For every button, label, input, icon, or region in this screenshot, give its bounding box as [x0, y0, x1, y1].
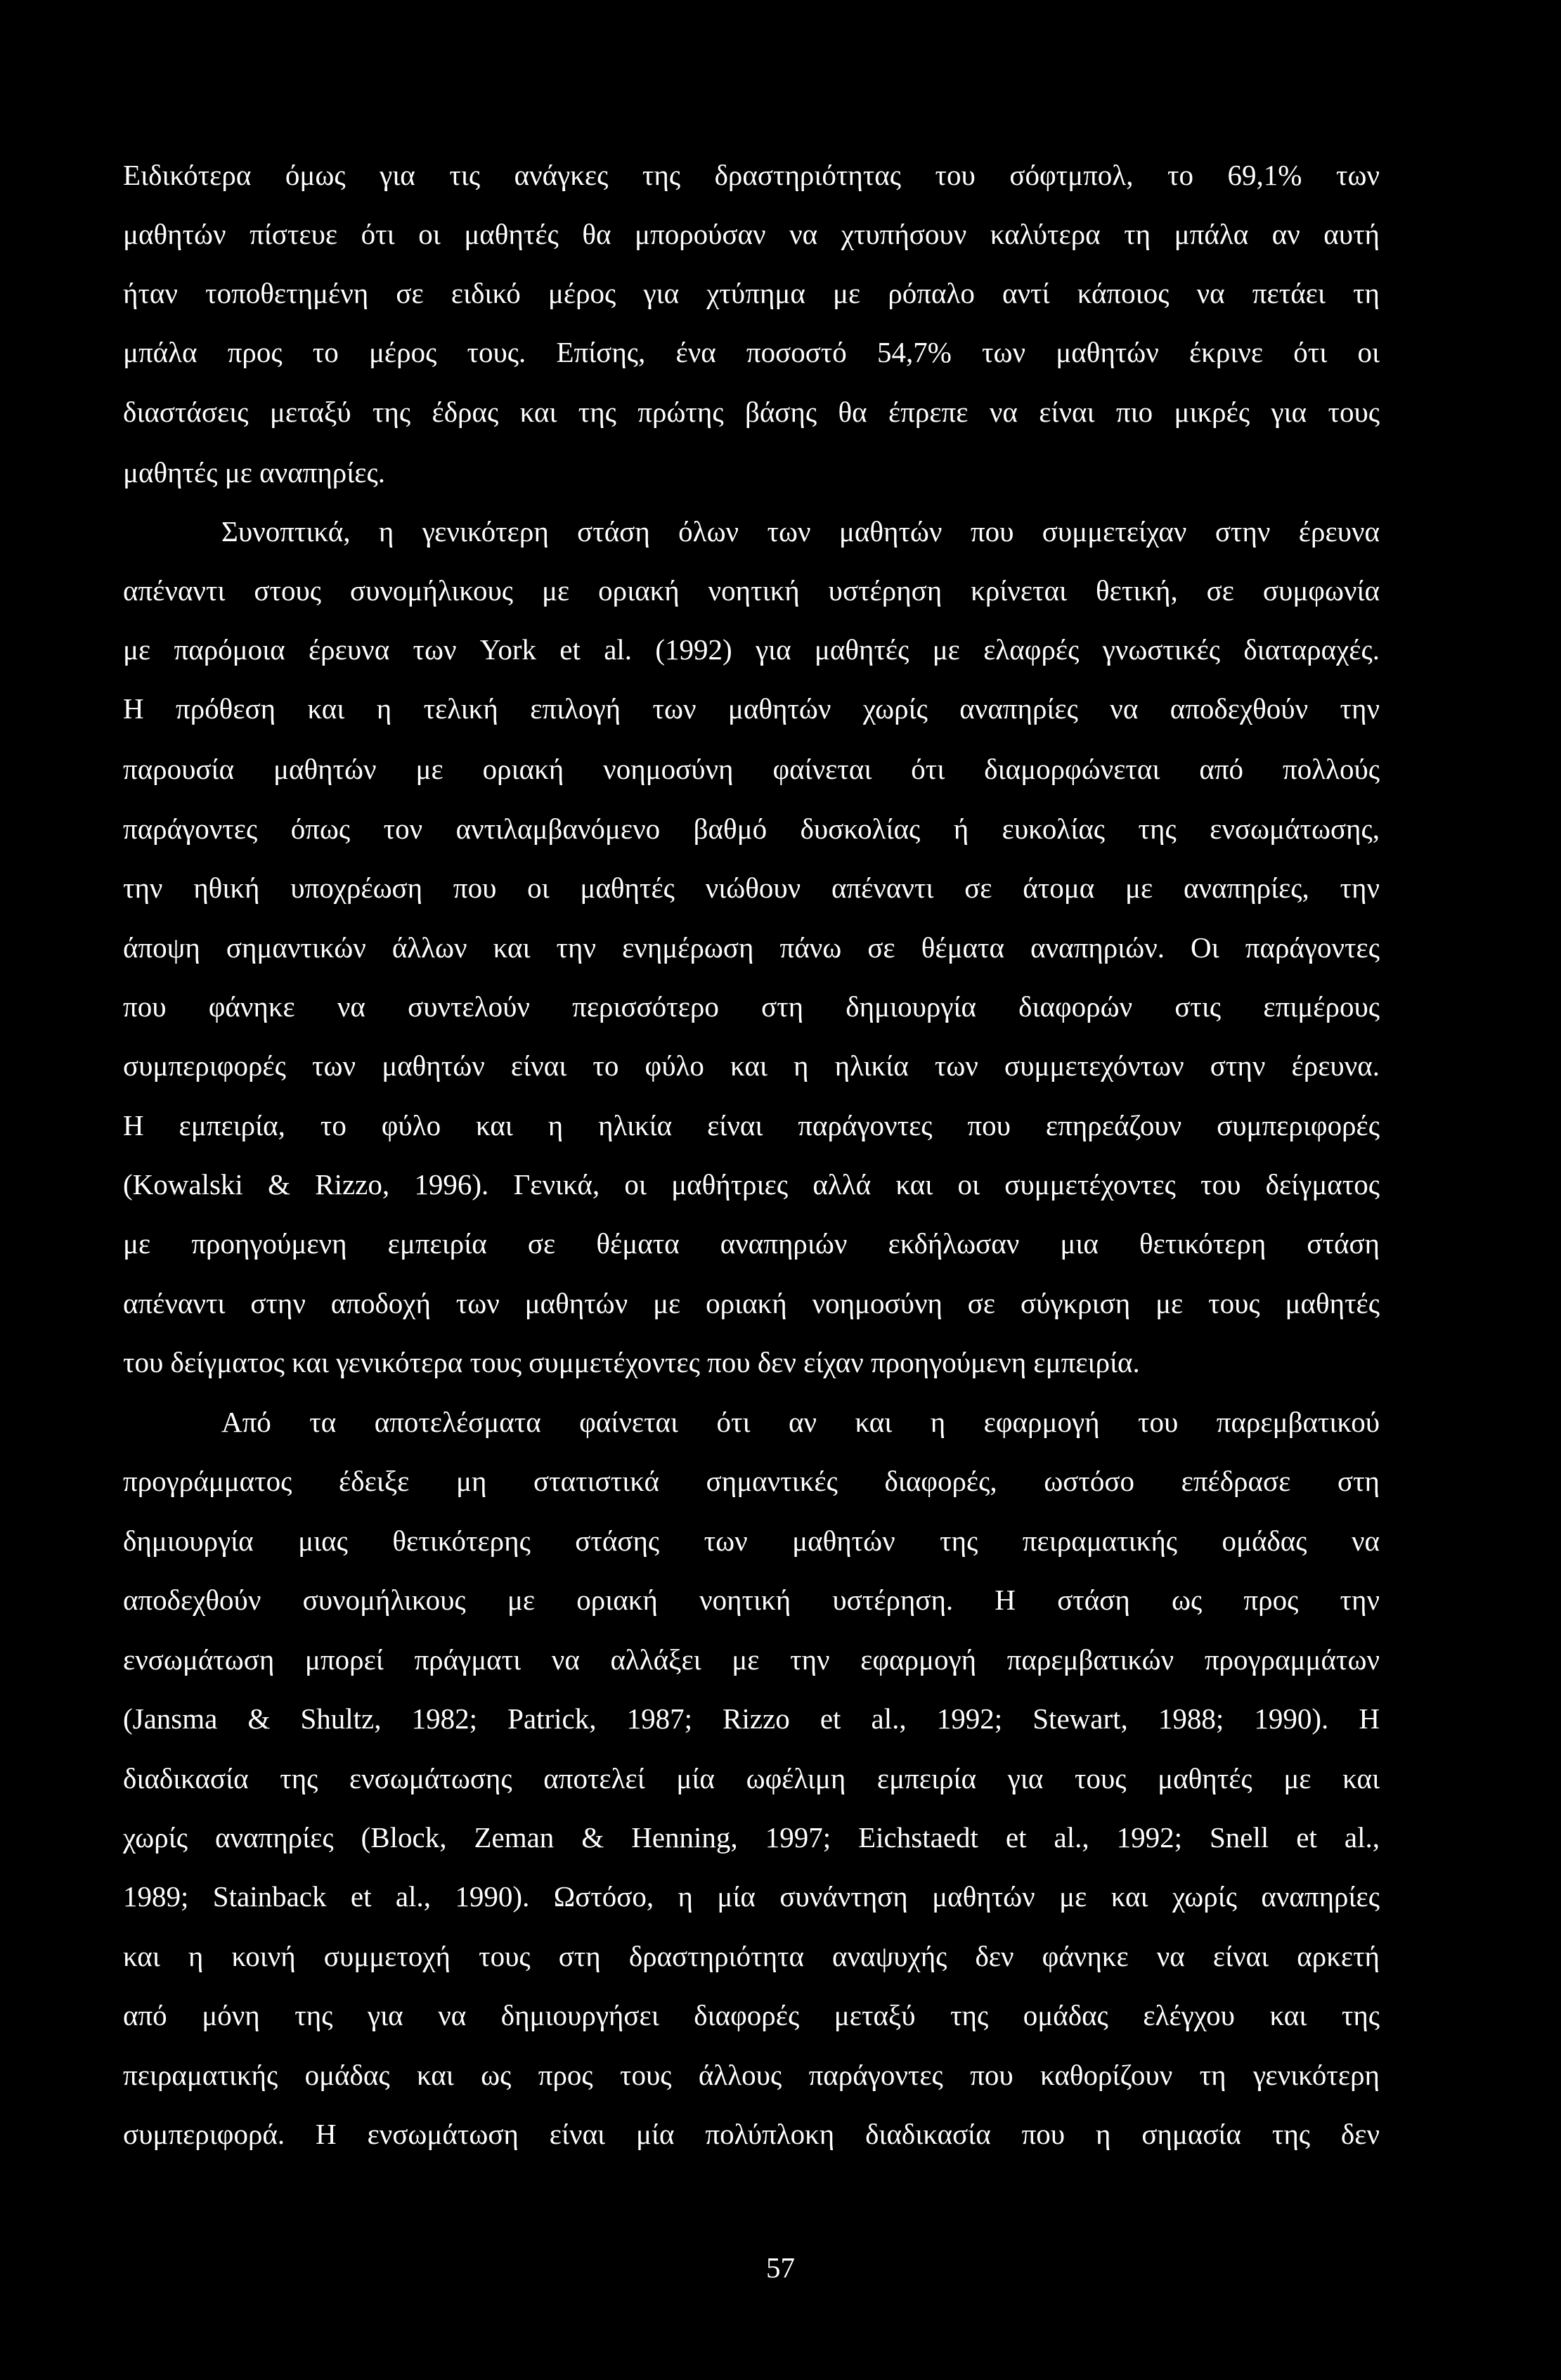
text-line: παρουσία μαθητών με οριακή νοημοσύνη φαίνεται ότι διαμορφώνεται από πολλούς: [123, 753, 1380, 785]
text-line: την ηθική υποχρέωση που οι μαθητές νιώθουν απέναντι σε άτομα με αναπηρίες, την: [123, 872, 1380, 904]
text-line: Η πρόθεση και η τελική επιλογή των μαθητών χωρίς αναπηρίες να αποδεχθούν την: [123, 692, 1380, 725]
text-line: από μόνη της για να δημιουργήσει διαφορές μεταξύ της ομάδας ελέγχου και της: [123, 1999, 1380, 2031]
text-line: μπάλα προς το μέρος τους. Επίσης, ένα ποσοστό 54,7% των μαθητών έκρινε ότι οι: [123, 336, 1380, 368]
text-line: με παρόμοια έρευνα των York et al. (1992) για μαθητές με ελαφρές γνωστικές διαταραχές.: [123, 633, 1380, 666]
text-line: (Kowalski & Rizzo, 1996). Γενικά, οι μαθήτριες αλλά και οι συμμετέχοντες του δείγματος: [123, 1168, 1380, 1201]
text-line: Από τα αποτελέσματα φαίνεται ότι αν και η εφαρμογή του παρεμβατικού: [221, 1406, 1380, 1438]
text-line: συμπεριφορές των μαθητών είναι το φύλο και η ηλικία των συμμετεχόντων στην έρευνα.: [123, 1049, 1380, 1082]
text-line: ήταν τοποθετημένη σε ειδικό μέρος για χτύπημα με ρόπαλο αντί κάποιος να πετάει τη: [123, 277, 1380, 309]
text-line: και η κοινή συμμετοχή τους στη δραστηριότητα αναψυχής δεν φάνηκε να είναι αρκετή: [123, 1940, 1380, 1972]
text-line: απέναντι στην αποδοχή των μαθητών με οριακή νοημοσύνη σε σύγκριση με τους μαθητές: [123, 1287, 1380, 1319]
text-line: 1989; Stainback et al., 1990). Ωστόσο, η μία συνάντηση μαθητών με και χωρίς αναπηρίες: [123, 1880, 1380, 1913]
text-line: προγράμματος έδειξε μη στατιστικά σημαντικές διαφορές, ωστόσο επέδρασε στη: [123, 1465, 1380, 1497]
text-line: Συνοπτικά, η γενικότερη στάση όλων των μαθητών που συμμετείχαν στην έρευνα: [221, 515, 1380, 548]
text-line: του δείγματος και γενικότερα τους συμμετέχοντες που δεν είχαν προηγούμενη εμπειρία.: [123, 1346, 1140, 1378]
text-line: άποψη σημαντικών άλλων και την ενημέρωση πάνω σε θέματα αναπηριών. Οι παράγοντες: [123, 931, 1380, 964]
page-number: 57: [766, 2251, 795, 2284]
text-line: απέναντι στους συνομήλικους με οριακή νοητική υστέρηση κρίνεται θετική, σε συμφωνία: [123, 574, 1380, 607]
text-line: Η εμπειρία, το φύλο και η ηλικία είναι παράγοντες που επηρεάζουν συμπεριφορές: [123, 1109, 1380, 1142]
text-line: (Jansma & Shultz, 1982; Patrick, 1987; Rizzo et al., 1992; Stewart, 1988; 1990). Η: [123, 1702, 1380, 1735]
text-line: πειραματικής ομάδας και ως προς τους άλλους παράγοντες που καθορίζουν τη γενικότερη: [123, 2059, 1380, 2091]
text-line: δημιουργία μιας θετικότερης στάσης των μαθητών της πειραματικής ομάδας να: [123, 1525, 1380, 1557]
text-line: ενσωμάτωση μπορεί πράγματι να αλλάξει με την εφαρμογή παρεμβατικών προγραμμάτων: [123, 1643, 1380, 1676]
document-page: [123, 0, 1380, 2380]
text-line: διαδικασία της ενσωμάτωσης αποτελεί μία ωφέλιμη εμπειρία για τους μαθητές με και: [123, 1762, 1380, 1794]
text-line: χωρίς αναπηρίες (Block, Zeman & Henning, 1997; Eichstaedt et al., 1992; Snell et al.,: [123, 1821, 1380, 1854]
text-line: με προηγούμενη εμπειρία σε θέματα αναπηριών εκδήλωσαν μια θετικότερη στάση: [123, 1227, 1380, 1260]
text-line: συμπεριφορά. Η ενσωμάτωση είναι μία πολύπλοκη διαδικασία που η σημασία της δεν: [123, 2118, 1380, 2150]
text-line: αποδεχθούν συνομήλικους με οριακή νοητική υστέρηση. Η στάση ως προς την: [123, 1584, 1380, 1616]
text-line: διαστάσεις μεταξύ της έδρας και της πρώτης βάσης θα έπρεπε να είναι πιο μικρές για τους: [123, 396, 1380, 428]
text-line: μαθητές με αναπηρίες.: [123, 456, 386, 489]
text-line: που φάνηκε να συντελούν περισσότερο στη δημιουργία διαφορών στις επιμέρους: [123, 990, 1380, 1023]
text-line: μαθητών πίστευε ότι οι μαθητές θα μπορούσαν να χτυπήσουν καλύτερα τη μπάλα αν αυτή: [123, 218, 1380, 250]
text-line: παράγοντες όπως τον αντιλαμβανόμενο βαθμό δυσκολίας ή ευκολίας της ενσωμάτωσης,: [123, 813, 1380, 845]
text-line: Ειδικότερα όμως για τις ανάγκες της δραστηριότητας του σόφτμπολ, το 69,1% των: [123, 159, 1380, 191]
